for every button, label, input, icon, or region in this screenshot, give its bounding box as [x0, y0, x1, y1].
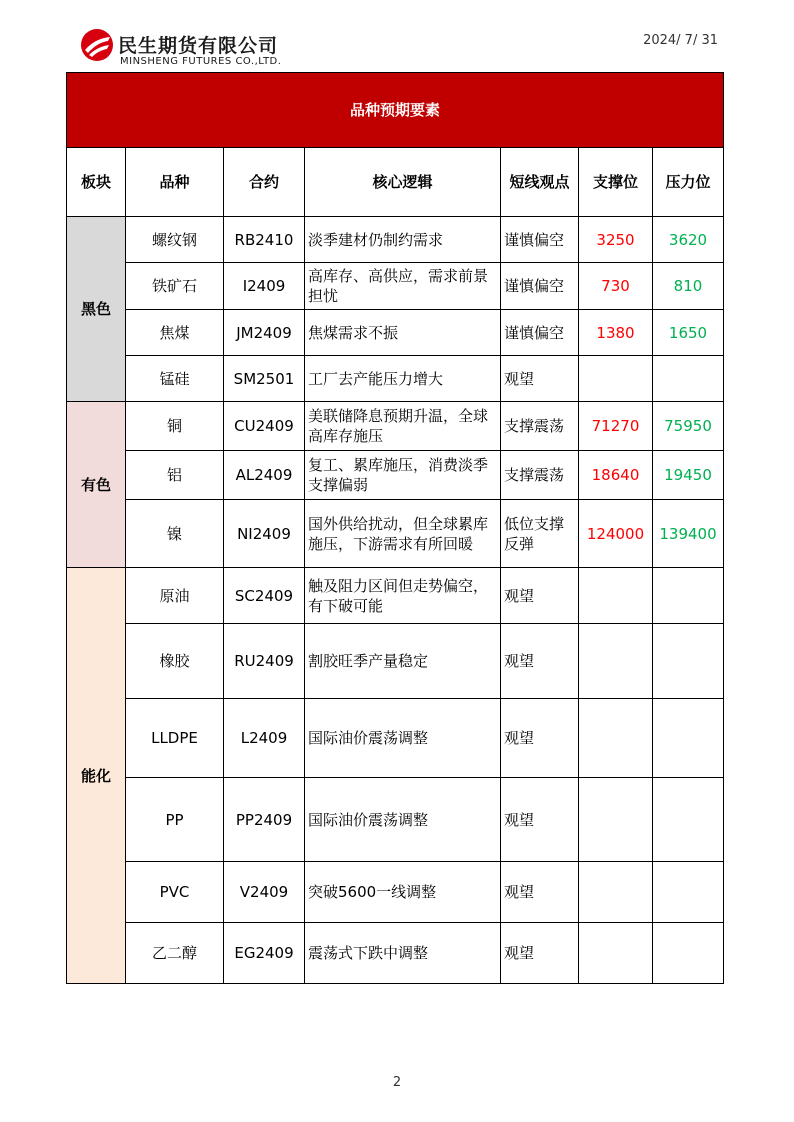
logic-cell: 突破5600一线调整 [305, 862, 501, 923]
product-cell: PVC [126, 862, 224, 923]
resistance-cell [653, 568, 724, 624]
resistance-cell [653, 923, 724, 984]
product-cell: 锰硅 [126, 356, 224, 402]
company-logo [80, 28, 320, 72]
resistance-cell: 19450 [653, 451, 724, 500]
table-row [67, 263, 724, 310]
contract-cell: RU2409 [224, 624, 305, 699]
logic-cell: 触及阻力区间但走势偏空，有下破可能 [305, 568, 501, 624]
col-header: 品种 [126, 148, 224, 217]
sector-cell: 黑色 [67, 217, 126, 402]
logic-cell: 国外供给扰动，但全球累库施压，下游需求有所回暖 [305, 500, 501, 568]
company-name-en: MINSHENG FUTURES CO.,LTD. [120, 56, 282, 67]
sector-cell: 有色 [67, 402, 126, 568]
contract-cell: SC2409 [224, 568, 305, 624]
col-header: 合约 [224, 148, 305, 217]
support-cell: 1380 [579, 310, 653, 356]
resistance-cell: 1650 [653, 310, 724, 356]
support-cell: 18640 [579, 451, 653, 500]
col-header: 核心逻辑 [305, 148, 501, 217]
contract-cell: PP2409 [224, 778, 305, 862]
product-cell: PP [126, 778, 224, 862]
resistance-cell [653, 778, 724, 862]
resistance-cell: 3620 [653, 217, 724, 263]
table-row [67, 402, 724, 451]
view-cell: 观望 [501, 923, 579, 984]
table-row [67, 310, 724, 356]
view-cell: 谨慎偏空 [501, 310, 579, 356]
contract-cell: RB2410 [224, 217, 305, 263]
product-cell: 铁矿石 [126, 263, 224, 310]
logic-cell: 国际油价震荡调整 [305, 778, 501, 862]
table-row [67, 624, 724, 699]
resistance-cell: 75950 [653, 402, 724, 451]
support-cell [579, 699, 653, 778]
view-cell: 低位支撑反弹 [501, 500, 579, 568]
contract-cell: L2409 [224, 699, 305, 778]
resistance-cell [653, 356, 724, 402]
table-header-row [67, 148, 724, 217]
resistance-cell [653, 699, 724, 778]
view-cell: 谨慎偏空 [501, 263, 579, 310]
support-cell: 124000 [579, 500, 653, 568]
product-cell: 镍 [126, 500, 224, 568]
logic-cell: 国际油价震荡调整 [305, 699, 501, 778]
table-row [67, 699, 724, 778]
view-cell: 观望 [501, 778, 579, 862]
table-row [67, 923, 724, 984]
support-cell [579, 356, 653, 402]
view-cell: 支撑震荡 [501, 402, 579, 451]
contract-cell: I2409 [224, 263, 305, 310]
product-cell: 螺纹钢 [126, 217, 224, 263]
table-row [67, 500, 724, 568]
view-cell: 观望 [501, 568, 579, 624]
minsheng-logo-icon [80, 28, 114, 62]
table-title: 品种预期要素 [67, 73, 724, 148]
support-cell [579, 778, 653, 862]
contract-cell: SM2501 [224, 356, 305, 402]
support-cell: 3250 [579, 217, 653, 263]
col-header: 短线观点 [501, 148, 579, 217]
logic-cell: 工厂去产能压力增大 [305, 356, 501, 402]
page-number: 2 [392, 1075, 402, 1090]
logic-cell: 焦煤需求不振 [305, 310, 501, 356]
table-row [67, 356, 724, 402]
support-cell [579, 862, 653, 923]
product-cell: 原油 [126, 568, 224, 624]
resistance-cell: 139400 [653, 500, 724, 568]
view-cell: 观望 [501, 624, 579, 699]
support-cell [579, 568, 653, 624]
col-header: 板块 [67, 148, 126, 217]
resistance-cell [653, 624, 724, 699]
sector-cell: 能化 [67, 568, 126, 984]
product-cell: 铜 [126, 402, 224, 451]
company-name-cn: 民生期货有限公司 [118, 35, 279, 57]
col-header: 支撑位 [579, 148, 653, 217]
table-row [67, 451, 724, 500]
contract-cell: EG2409 [224, 923, 305, 984]
contract-cell: NI2409 [224, 500, 305, 568]
logic-cell: 美联储降息预期升温，全球高库存施压 [305, 402, 501, 451]
support-cell [579, 624, 653, 699]
logic-cell: 割胶旺季产量稳定 [305, 624, 501, 699]
support-cell: 71270 [579, 402, 653, 451]
table-row [67, 568, 724, 624]
support-cell [579, 923, 653, 984]
product-cell: LLDPE [126, 699, 224, 778]
logic-cell: 高库存、高供应，需求前景担忧 [305, 263, 501, 310]
logic-cell: 淡季建材仍制约需求 [305, 217, 501, 263]
logic-cell: 震荡式下跌中调整 [305, 923, 501, 984]
product-cell: 橡胶 [126, 624, 224, 699]
resistance-cell: 810 [653, 263, 724, 310]
view-cell: 观望 [501, 862, 579, 923]
resistance-cell [653, 862, 724, 923]
logic-cell: 复工、累库施压，消费淡季支撑偏弱 [305, 451, 501, 500]
support-cell: 730 [579, 263, 653, 310]
table-row [67, 862, 724, 923]
contract-cell: V2409 [224, 862, 305, 923]
view-cell: 观望 [501, 699, 579, 778]
view-cell: 支撑震荡 [501, 451, 579, 500]
contract-cell: AL2409 [224, 451, 305, 500]
product-cell: 铝 [126, 451, 224, 500]
expectation-table [66, 72, 724, 984]
product-cell: 乙二醇 [126, 923, 224, 984]
report-date: 2024/ 7/ 31 [643, 33, 718, 48]
contract-cell: CU2409 [224, 402, 305, 451]
table-row [67, 778, 724, 862]
view-cell: 观望 [501, 356, 579, 402]
col-header: 压力位 [653, 148, 724, 217]
table-row [67, 217, 724, 263]
view-cell: 谨慎偏空 [501, 217, 579, 263]
contract-cell: JM2409 [224, 310, 305, 356]
product-cell: 焦煤 [126, 310, 224, 356]
